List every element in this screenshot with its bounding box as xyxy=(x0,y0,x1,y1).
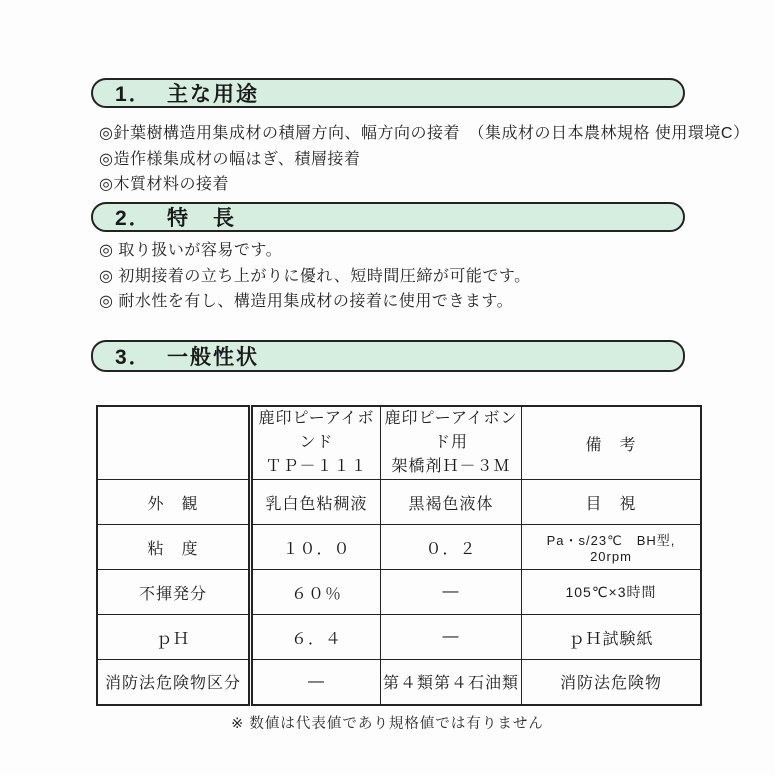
header-empty-cell xyxy=(97,406,251,480)
cell-remark: 105℃×3時間 xyxy=(522,570,702,615)
cell-h3m: ― xyxy=(381,615,522,660)
bullet-item: ◎ 耐水性を有し、構造用集成材の接着に使用できます。 xyxy=(99,293,514,310)
row-label: 不揮発分 xyxy=(97,570,251,615)
bullet-item: ◎ 取り扱いが容易です。 xyxy=(99,242,283,259)
section-header-general-properties xyxy=(91,340,685,372)
cell-tp111: １０．０ xyxy=(251,525,381,570)
table-row-nonvolatile xyxy=(97,570,701,615)
cell-remark: ｐＨ試験紙 xyxy=(522,615,702,660)
table-row-ph xyxy=(97,615,701,660)
table-row-viscosity xyxy=(97,525,701,570)
properties-table xyxy=(96,405,702,706)
section-header-features xyxy=(91,202,685,232)
main-uses-list xyxy=(99,121,750,198)
header-tp111-product: 鹿印ピーアイボンド xyxy=(258,410,375,451)
header-h3m xyxy=(381,406,522,480)
bullet-item: ◎ 初期接着の立ち上がりに優れ、短時間圧締が可能です。 xyxy=(99,267,531,285)
section-title: 主な用途 xyxy=(167,83,259,106)
row-label: 消防法危険物区分 xyxy=(97,660,251,705)
section-title: 一般性状 xyxy=(167,346,259,369)
cell-tp111: ６．４ xyxy=(251,615,381,660)
bullet-item: ◎木質材料の接着 xyxy=(99,176,229,193)
section-number: 2． xyxy=(115,207,152,230)
cell-remark: 消防法危険物 xyxy=(522,660,702,705)
cell-h3m: ― xyxy=(381,570,522,615)
row-label: 外 観 xyxy=(97,480,251,525)
row-label: 粘 度 xyxy=(97,525,251,570)
header-tp111 xyxy=(251,406,381,480)
table-row-appearance xyxy=(97,480,701,525)
header-h3m-product: 鹿印ピーアイボンド用 xyxy=(384,410,518,451)
bullet-item: ◎造作様集成材の幅はぎ、積層接着 xyxy=(99,150,361,168)
section-header-main-uses xyxy=(91,78,685,108)
table-row-fire-law xyxy=(97,660,701,705)
cell-h3m: 第４類第４石油類 xyxy=(381,660,522,705)
cell-h3m: 黒褐色液体 xyxy=(381,480,522,525)
features-list xyxy=(99,238,699,315)
bullet-item: ◎針葉樹構造用集成材の積層方向、幅方向の接着 （集成材の日本農林規格 使用環境C） xyxy=(99,125,750,142)
footnote: ※ 数値は代表値であり規格値では有りません xyxy=(231,716,544,732)
table-header-row xyxy=(97,406,701,480)
section-number: 3． xyxy=(115,346,152,369)
cell-tp111: 乳白色粘稠液 xyxy=(251,480,381,525)
cell-remark: Pa・s/23℃ BH型, 20rpm xyxy=(522,525,702,570)
header-tp111-grade: ＴＰ－１１１ xyxy=(265,458,368,475)
cell-remark: 目 視 xyxy=(522,480,702,525)
section-title: 特 長 xyxy=(167,207,236,230)
cell-h3m: ０．２ xyxy=(381,525,522,570)
row-label: ｐＨ xyxy=(97,615,251,660)
header-remarks: 備 考 xyxy=(522,406,702,480)
cell-tp111: ― xyxy=(251,660,381,705)
section-number: 1． xyxy=(115,83,152,106)
header-h3m-grade: 架橋剤Ｈ－３Ｍ xyxy=(391,458,511,475)
cell-tp111: ６０％ xyxy=(251,570,381,615)
